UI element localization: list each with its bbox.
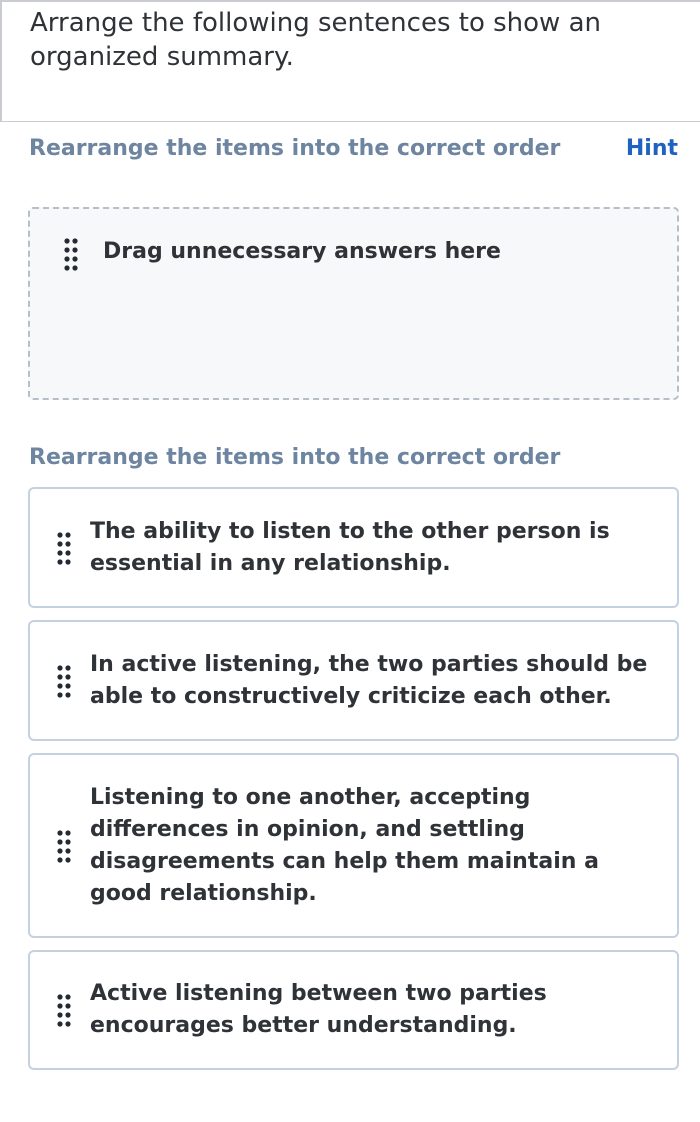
discard-zone-label: Drag unnecessary answers here — [103, 239, 501, 264]
instruction-label: Rearrange the items into the correct order — [29, 136, 561, 161]
sortable-item[interactable] — [28, 950, 679, 1070]
drag-handle-icon[interactable] — [57, 664, 71, 698]
hint-button[interactable]: Hint — [625, 136, 678, 161]
sortable-item-text: Listening to one another, accepting differences in opinion, and settling disagreements can help them maintain a good relationship. — [90, 784, 599, 906]
sortable-item[interactable] — [28, 753, 679, 938]
sortable-item-text: Active listening between two parties encourages better understanding. — [90, 981, 547, 1038]
sortable-item[interactable] — [28, 620, 679, 741]
discard-drop-zone[interactable] — [28, 207, 679, 400]
drag-handle-icon — [64, 237, 78, 271]
question-panel — [0, 0, 700, 122]
question-text: Arrange the following sentences to show an organized summary. — [30, 8, 601, 72]
sortable-item-text: In active listening, the two parties should be able to constructively criticize each other. — [90, 651, 648, 709]
drag-handle-icon[interactable] — [57, 531, 71, 565]
drag-handle-icon[interactable] — [57, 829, 71, 863]
sortable-item-text: The ability to listen to the other person is essential in any relationship. — [90, 518, 610, 576]
drag-handle-icon[interactable] — [57, 993, 71, 1027]
order-label: Rearrange the items into the correct order — [29, 445, 561, 470]
sortable-item[interactable] — [28, 487, 679, 608]
